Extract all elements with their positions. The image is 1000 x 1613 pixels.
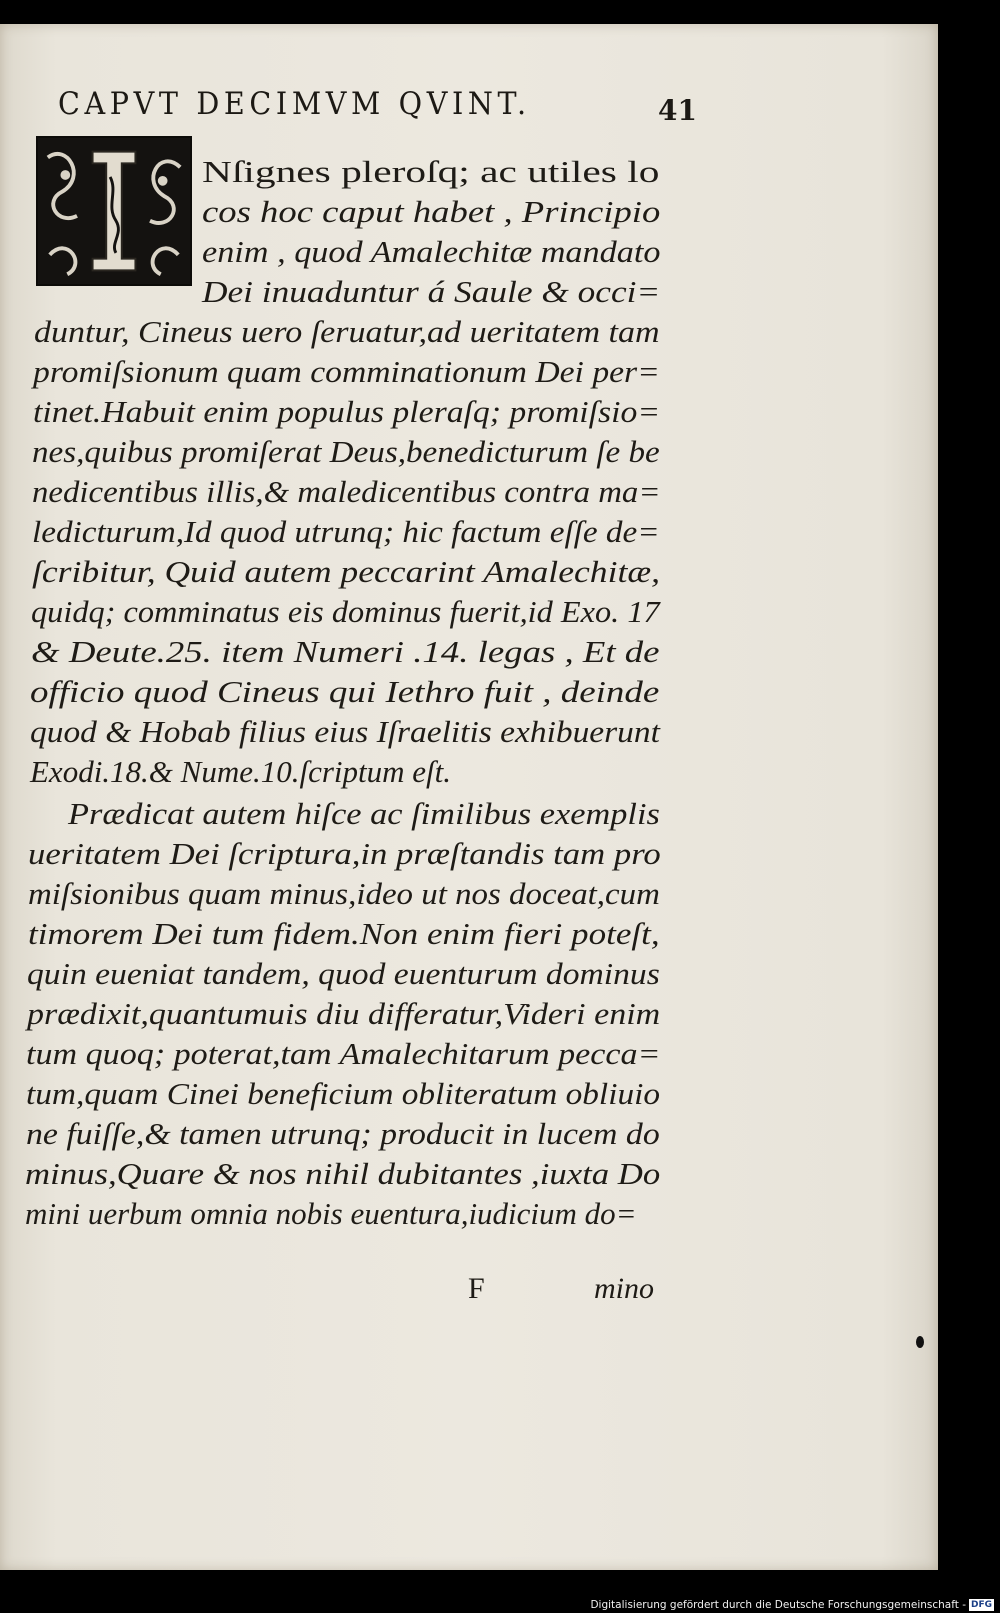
text-line: Prædicat autem hiſce ac ſimilibus exemplis	[68, 796, 660, 831]
text-line: tum,quam Cinei beneficium obliteratum obliuio	[26, 1076, 661, 1111]
book-page	[0, 24, 938, 1570]
text-line: ledicturum,Id quod utrunq; hic factum eſſe de=	[32, 514, 660, 549]
ink-spot	[916, 1336, 924, 1348]
text-line: tinet.Habuit enim populus pleraſq; promiſsio=	[33, 394, 661, 429]
catchword: mino	[594, 1272, 654, 1305]
text-line: enim , quod Amalechitæ mandato	[202, 234, 661, 269]
decorated-initial	[36, 136, 192, 286]
credit-text: Digitalisierung gefördert durch die Deutsche Forschungsgemeinschaft -	[590, 1599, 966, 1611]
text-line: miſsionibus quam minus,ideo ut nos doceat,cum	[28, 876, 660, 911]
text-line: duntur, Cineus uero ſeruatur,ad ueritatem tam	[34, 314, 660, 349]
text-line: Dei inuaduntur á Saule & occi=	[202, 274, 661, 309]
digitization-credit	[590, 1599, 994, 1611]
page-number: 41	[658, 94, 697, 127]
text-line: ueritatem Dei ſcriptura,in præſtandis tam pro	[28, 836, 661, 871]
text-line: minus,Quare & nos nihil dubitantes ,iuxta Do	[25, 1156, 661, 1191]
text-line: nes,quibus promiſerat Deus,benedicturum ſe be	[32, 434, 660, 469]
text-line: Exodi.18.& Nume.10.ſcriptum eſt.	[30, 754, 452, 789]
signature-mark: F	[468, 1272, 485, 1305]
text-line: Nſignes pleroſq; ac utiles lo	[202, 154, 660, 189]
text-line: mini uerbum omnia nobis euentura,iudicium do=	[25, 1196, 637, 1231]
text-line: ne fuiſſe,& tamen utrunq; producit in lucem do	[26, 1116, 660, 1151]
text-line: officio quod Cineus qui Iethro fuit , deinde	[30, 674, 660, 709]
running-title: CAPVT DECIMVM QVINT.	[58, 86, 531, 122]
text-line: quidq; comminatus eis dominus fuerit,id Exo. 17	[31, 594, 660, 629]
text-line: ſcribitur, Quid autem peccarint Amalechitæ,	[32, 554, 660, 589]
text-line: tum quoq; poterat,tam Amalechitarum pecca=	[26, 1036, 661, 1071]
text-line: quin eueniat tandem, quod euenturum dominus	[27, 956, 660, 991]
text-line: timorem Dei tum fidem.Non enim fieri poteſt,	[28, 916, 660, 951]
text-line: & Deute.25. item Numeri .14. legas , Et de	[31, 634, 660, 669]
text-line: quod & Hobab filius eius Iſraelitis exhibuerunt	[30, 714, 660, 749]
text-line: prædixit,quantumuis diu differatur,Videri enim	[27, 996, 661, 1031]
text-line: cos hoc caput habet , Principio	[202, 194, 661, 229]
text-line: nedicentibus illis,& maledicentibus contra ma=	[32, 474, 661, 509]
text-line: promiſsionum quam comminationum Dei per=	[33, 354, 660, 389]
dfg-logo: DFG	[970, 1600, 992, 1610]
ornamental-initial-icon	[38, 138, 190, 284]
